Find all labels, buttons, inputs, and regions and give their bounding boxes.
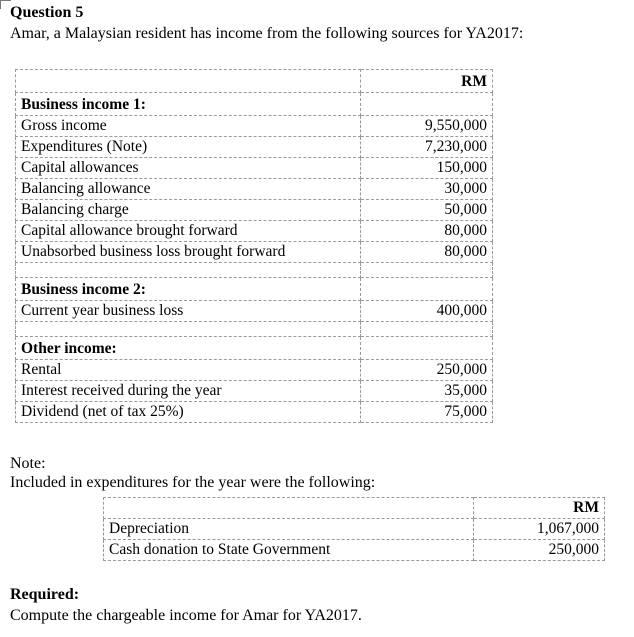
row-label: Capital allowance brought forward	[16, 221, 361, 242]
spacer-row	[16, 322, 493, 337]
row-amount: 30,000	[361, 179, 493, 200]
row-amount: 250,000	[361, 360, 493, 381]
currency-header: RM	[361, 70, 493, 93]
table-row	[16, 179, 493, 200]
section-heading-business-income-1: Business income 1:	[16, 93, 361, 116]
row-amount: 400,000	[361, 301, 493, 322]
row-label: Unabsorbed business loss brought forward	[16, 242, 361, 263]
currency-header: RM	[474, 498, 605, 519]
empty-cell	[361, 278, 493, 301]
row-label: Rental	[16, 360, 361, 381]
row-label: Current year business loss	[16, 301, 361, 322]
row-amount: 80,000	[361, 242, 493, 263]
empty-cell	[361, 93, 493, 116]
section-heading-row	[16, 337, 493, 360]
spacer-row	[16, 263, 493, 278]
section-heading-other-income: Other income:	[16, 337, 361, 360]
table-header-row	[16, 70, 493, 93]
header-label-cell	[16, 70, 361, 93]
table-row	[104, 519, 605, 540]
row-amount: 35,000	[361, 381, 493, 402]
row-amount: 9,550,000	[361, 116, 493, 137]
header-label-cell	[104, 498, 474, 519]
empty-cell	[361, 337, 493, 360]
question-intro: Amar, a Malaysian resident has income from the following sources for YA2017:	[10, 25, 524, 42]
required-title: Required:	[10, 586, 80, 603]
row-label: Balancing charge	[16, 200, 361, 221]
note-text: Included in expenditures for the year were the following:	[10, 474, 376, 491]
row-amount: 150,000	[361, 158, 493, 179]
row-amount: 50,000	[361, 200, 493, 221]
row-amount: 1,067,000	[474, 519, 605, 540]
row-amount: 7,230,000	[361, 137, 493, 158]
table-header-row	[104, 498, 605, 519]
table-row	[16, 221, 493, 242]
expenditure-table	[103, 497, 605, 561]
row-label: Depreciation	[104, 519, 474, 540]
income-table	[15, 69, 493, 423]
table-row	[16, 242, 493, 263]
table-row	[16, 137, 493, 158]
table-row	[16, 158, 493, 179]
table-row	[16, 301, 493, 322]
row-label: Gross income	[16, 116, 361, 137]
table-row	[104, 540, 605, 561]
row-label: Interest received during the year	[16, 381, 361, 402]
row-label: Balancing allowance	[16, 179, 361, 200]
table-row	[16, 360, 493, 381]
row-label: Capital allowances	[16, 158, 361, 179]
table-row	[16, 402, 493, 423]
table-row	[16, 116, 493, 137]
required-text: Compute the chargeable income for Amar for YA2017.	[10, 607, 362, 624]
row-amount: 80,000	[361, 221, 493, 242]
section-heading-business-income-2: Business income 2:	[16, 278, 361, 301]
table-row	[16, 200, 493, 221]
section-heading-row	[16, 93, 493, 116]
row-amount: 75,000	[361, 402, 493, 423]
row-label: Dividend (net of tax 25%)	[16, 402, 361, 423]
note-title: Note:	[10, 455, 46, 472]
row-label: Expenditures (Note)	[16, 137, 361, 158]
row-amount: 250,000	[474, 540, 605, 561]
table-row	[16, 381, 493, 402]
section-heading-row	[16, 278, 493, 301]
row-label: Cash donation to State Government	[104, 540, 474, 561]
question-title: Question 5	[10, 4, 84, 21]
